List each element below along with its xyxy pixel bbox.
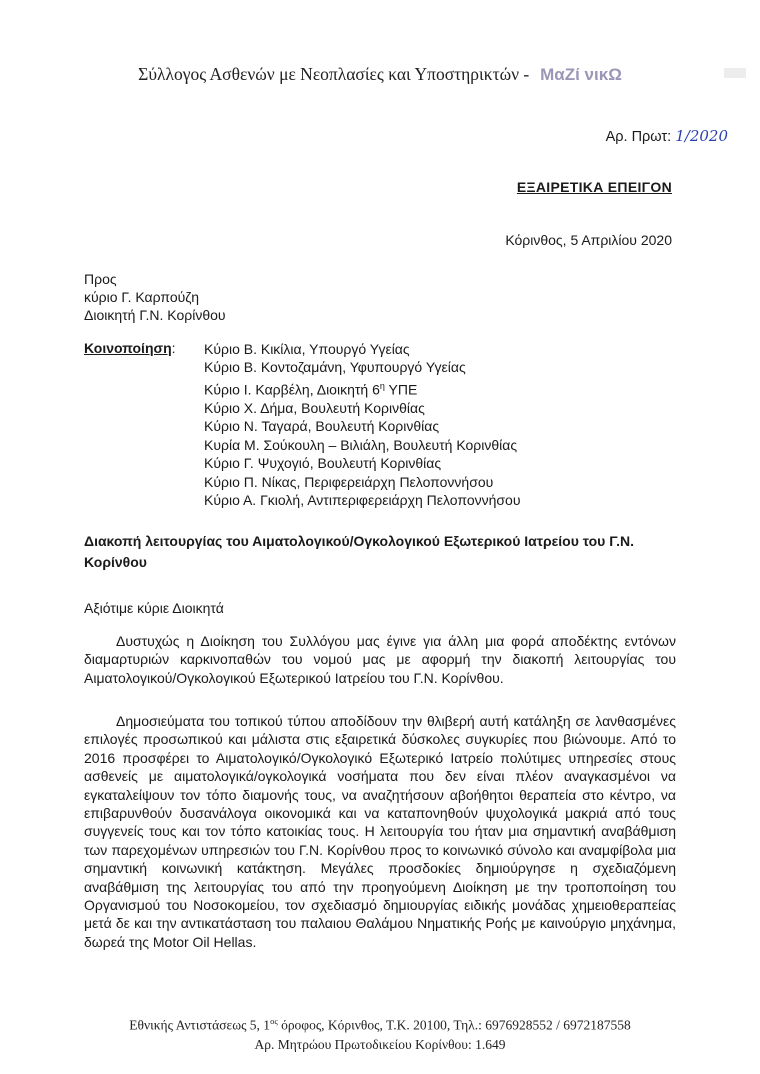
- footer-address-part: όροφος, Κόρινθος, Τ.Κ. 20100, Τηλ.: 6976928552 / 6972187558: [277, 1017, 631, 1033]
- footer-address-superscript: ος: [270, 1016, 278, 1026]
- footer-registry: Αρ. Μητρώου Πρωτοδικείου Κορίνθου: 1.649: [254, 1036, 506, 1052]
- recipient-line: Προς: [84, 271, 117, 287]
- recipient-line: κύριο Γ. Καρπούζη: [84, 289, 199, 305]
- subject-line: Διακοπή λειτουργίας του Αιματολογικού/Ογκολογικού Εξωτερικού Ιατρείου του Γ.Ν. Κορίνθου: [84, 533, 634, 570]
- organization-name: Σύλλογος Ασθενών με Νεοπλασίες και Υποστηρικτών -: [138, 64, 530, 84]
- cc-item: Κύριο Γ. Ψυχογιό, Βουλευτή Κορινθίας: [204, 455, 442, 472]
- body-paragraph: Δυστυχώς η Διοίκηση του Συλλόγου μας έγινε για άλλη μια φορά αποδέκτης εντόνων διαμαρτυριών καρκινοπαθών του νομού μας με αφορμή την διακοπή λειτουργίας του Αιματολογικού/Ογκολογικού Εξωτερικού Ιατρείου του Γ.Ν. Κορίνθου.: [84, 633, 676, 686]
- protocol-number: [606, 127, 728, 145]
- cc-item: Κύριο Β. Κικίλια, Υπουργό Υγείας: [204, 341, 410, 357]
- protocol-handwritten-value: 1/2020: [675, 127, 728, 145]
- cc-item: Κυρία Μ. Σούκουλη – Βιλιάλη, Βουλευτή Κορινθίας: [204, 436, 518, 453]
- letterhead: [0, 64, 760, 85]
- cc-item: Κύριο Χ. Δήμα, Βουλευτή Κορινθίας: [204, 399, 425, 416]
- cc-item-text: Κύριο Ι. Καρβέλη, Διοικητή 6: [204, 381, 380, 398]
- cc-label-text: Κοινοποίηση: [84, 340, 172, 356]
- protocol-label: Αρ. Πρωτ:: [605, 129, 672, 145]
- cc-item: [204, 377, 520, 399]
- cc-item: Κύριο Α. Γκιολή, Αντιπεριφερειάρχη Πελοποννήσου: [204, 491, 521, 508]
- body-paragraph: Δημοσιεύματα του τοπικού τύπου αποδίδουν την θλιβερή αυτή κατάληξη σε λανθασμένες επιλογές προσωπικού και μάλιστα στις εξαιρετικά δύσκολες συγκυρίες που βιώνουμε. Από το 2016 προσφέρει το Αιματολογικό/Ογκολογικό Εξωτερικό Ιατρείο πολύτιμες υπηρεσίες στους ασθενείς με αιματολογικά/ογκολογικά νοσήματα που δεν είναι πλέον αναγκασμένοι να εγκαταλείψουν τον τόπο διαμονής τους, να αναζητήσουν αβοήθητοι θεραπεία στο κέντρο, να επιβαρυνθούν δυσανάλογα οικονομικά και να καταπονηθούν ψυχολογικά μακριά από τους συγγενείς τους και τον τόπο κατοικίας τους. Η λειτουργία του ήταν μια σημαντική αναβάθμιση των παρεχομένων υπηρεσιών του Γ.Ν. Κορίνθου προς το κοινωνικό σύνολο και αναμφίβολα μια σημαντική κοινωνική κατάκτηση. Μεγάλες προσδοκίες δημιούργησε η σχεδιαζόμενη αναβάθμιση της λειτουργίας του από την προηγούμενη Διοίκηση με την τροποποίηση του Οργανισμού του Νοσοκομείου, τον σχεδιασμό δημιουργίας ειδικής μονάδας χημειοθεραπείας μετά δε και την αντικατάσταση του παλαιου Θαλάμου Νηματικής Ροής με καινούργιο μηχάνημα, δωρεά της Motor Oil Hellas.: [84, 713, 676, 950]
- footer-address-part: Εθνικής Αντιστάσεως 5, 1: [129, 1017, 271, 1033]
- cc-item: Κύριο Β. Κοντοζαμάνη, Υφυπουργό Υγείας: [204, 359, 466, 376]
- urgent-notice: ΕΞΑΙΡΕΤΙΚΑ ΕΠΕΙΓΟΝ: [516, 179, 672, 195]
- cc-list: [204, 340, 520, 509]
- cc-item-superscript: η: [379, 380, 385, 391]
- recipient-block: [84, 270, 226, 324]
- footer-address: [0, 1012, 760, 1035]
- date-line: Κόρινθος, 5 Απριλίου 2020: [505, 232, 672, 248]
- cc-item: Κύριο Ν. Ταγαρά, Βουλευτή Κορινθίας: [204, 418, 440, 435]
- cc-item-suffix: ΥΠΕ: [384, 381, 418, 398]
- organization-logo-text: ΜαΖί νικΩ: [540, 65, 622, 84]
- cc-label: Κοινοποίηση:: [84, 340, 176, 356]
- recipient-line: Διοικητή Γ.Ν. Κορίνθου: [84, 307, 226, 323]
- footer: [0, 1012, 760, 1054]
- cc-item: Κύριο Π. Νίκας, Περιφερειάρχη Πελοποννήσου: [204, 473, 494, 490]
- salutation: Αξιότιμε κύριε Διοικητά: [84, 600, 224, 616]
